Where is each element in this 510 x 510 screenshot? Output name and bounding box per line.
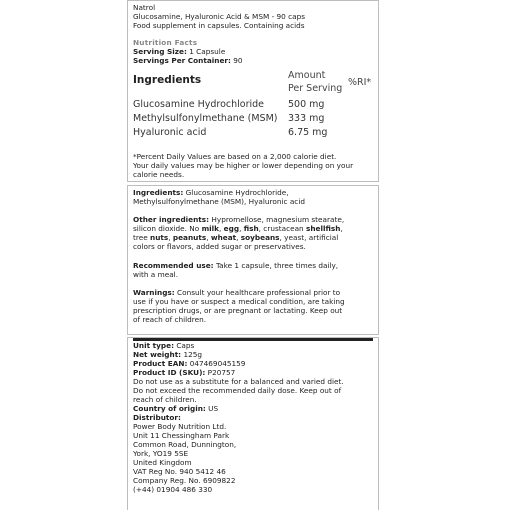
address-line: United Kingdom [133,458,192,467]
address-line: Unit 11 Chessingham Park [133,431,230,440]
recommended-use-text: Take 1 capsule, three times daily, [215,261,339,270]
serving-size-label: Serving Size: [133,47,187,56]
servings-per-container [133,56,243,65]
text: , [340,224,343,233]
allergen-egg: egg [223,224,240,233]
footnote-line-1: *Percent Daily Values are based on a 2,000 calorie diet. [133,152,337,161]
separator: , [239,224,244,233]
nutrition-facts-title: Nutrition Facts [133,38,198,47]
allergen-milk: milk [201,224,220,233]
recommended-use-line-1 [133,261,338,270]
servings-value: 90 [233,56,243,65]
ingredients-line-2: Methylsulfonylmethane (MSM), Hyaluronic acid [133,197,305,206]
serving-size-value: 1 Capsule [189,47,226,56]
unit-type [133,341,194,350]
serving-size [133,47,225,56]
servings-label: Servings Per Container: [133,56,231,65]
ingredients-text: Glucosamine Hydrochloride, [185,188,289,197]
footnote-line-2: Your daily values may be higher or lower depending on your [133,161,354,170]
nutrient-amount: 500 mg [288,99,325,110]
text: tree [133,233,150,242]
warnings-line-4: of reach of children. [133,315,207,324]
other-ingredients-line-3 [133,233,338,242]
net-weight-label: Net weight: [133,350,182,359]
product-name: Glucosamine, Hyaluronic Acid & MSM - 90 caps [133,12,306,21]
ri-header: %RI* [348,77,372,88]
other-ingredients-line-4: colors or flavors, added sugar or preservatives. [133,242,306,251]
allergen-wheat: wheat [210,233,237,242]
note-line-3: reach of children. [133,395,197,404]
product-type: Food supplement in capsules. Containing acids [133,21,305,30]
amount-header-2: Per Serving [288,83,343,94]
note-line-1: Do not use as a substitute for a balanced and varied diet. [133,377,344,386]
nutrient-amount: 6.75 mg [288,127,328,138]
nutrient-name: Glucosamine Hydrochloride [133,99,265,110]
distributor-label: Distributor: [133,413,181,422]
sku-value: P20757 [207,368,236,377]
separator: , [236,233,241,242]
nutrient-name: Methylsulfonylmethane (MSM) [133,113,278,124]
allergen-peanuts: peanuts [172,233,207,242]
allergen-nuts: nuts [150,233,169,242]
ingredients-line-1 [133,188,289,197]
ean-label: Product EAN: [133,359,188,368]
text: silicon dioxide. No [133,224,202,233]
address-line: Common Road, Dunnington, [133,440,237,449]
product-info-panel [127,337,379,510]
separator: , [168,233,173,242]
text: , crustacean [258,224,306,233]
address-line: York, YO19 5SE [133,449,189,458]
recommended-use-line-2: with a meal. [133,270,179,279]
brand-name: Natrol [133,3,156,12]
other-ingredients-text: Hypromellose, magnesium stearate, [211,215,345,224]
origin-value: US [208,404,219,413]
allergen-shellfish: shellfish [306,224,341,233]
warnings-line-3: prescription drugs, or are pregnant or lactating. Keep out [133,306,343,315]
recommended-use-label: Recommended use: [133,261,214,270]
nutrient-amount: 333 mg [288,113,325,124]
address-line: (+44) 01904 486 330 [133,485,213,494]
unit-type-value: Caps [176,341,195,350]
net-weight [133,350,202,359]
sku-label: Product ID (SKU): [133,368,206,377]
allergen-fish: fish [243,224,259,233]
address-line: Company Reg. No. 6909822 [133,476,236,485]
warnings-label: Warnings: [133,288,175,297]
product-sku [133,368,235,377]
address-line: VAT Reg No. 940 5412 46 [133,467,226,476]
other-ingredients-label: Other ingredients: [133,215,210,224]
unit-type-label: Unit type: [133,341,174,350]
warnings-text: Consult your healthcare professional prior to [177,288,341,297]
details-panel [127,185,379,335]
amount-header-1: Amount [288,70,326,81]
product-ean [133,359,245,368]
footnote-line-3: calorie needs. [133,170,185,179]
note-line-2: Do not exceed the recommended daily dose. Keep out of [133,386,342,395]
other-ingredients-line-2 [133,224,343,233]
net-weight-value: 125g [183,350,202,359]
separator: , [206,233,211,242]
warnings-line-1 [133,288,340,297]
nutrient-name: Hyaluronic acid [133,127,207,138]
warnings-line-2: use if you have or suspect a medical condition, are taking [133,297,345,306]
country-of-origin [133,404,218,413]
ingredients-label: Ingredients: [133,188,184,197]
ean-value: 047469045159 [189,359,246,368]
nutrition-panel [127,0,379,182]
address-line: Power Body Nutrition Ltd. [133,422,227,431]
ingredients-heading: Ingredients [133,74,202,86]
allergen-soybeans: soybeans [240,233,280,242]
text: , yeast, artificial [279,233,339,242]
other-ingredients-line-1 [133,215,344,224]
separator: , [219,224,224,233]
origin-label: Country of origin: [133,404,206,413]
